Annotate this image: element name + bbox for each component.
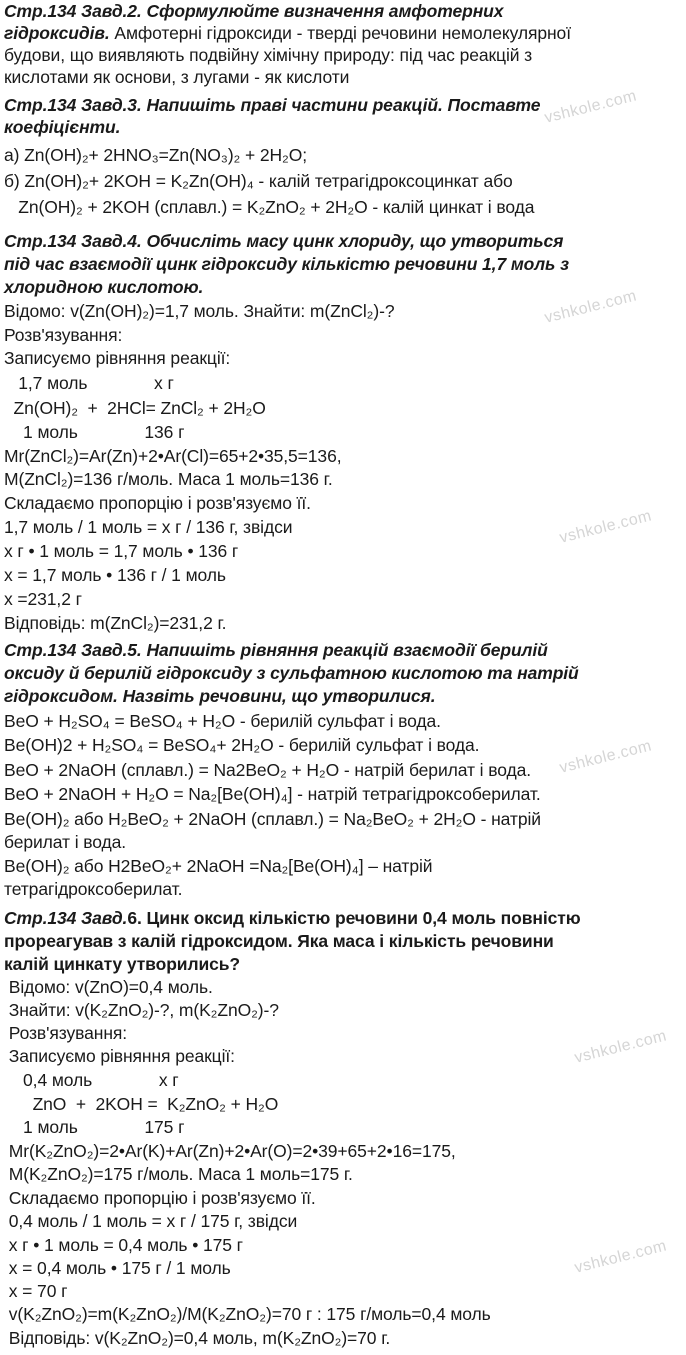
task5-line: Be(OH)₂ або H2BeO₂+ 2NaOH =Na₂[Be(OH)₄] – натрій — [4, 856, 433, 876]
task6-heading — [4, 907, 581, 929]
watermark: vshkole.com — [542, 287, 639, 327]
task6-line: х = 0,4 моль • 175 г / 1 моль — [4, 1258, 231, 1278]
task4-line: Записуємо рівняння реакції: — [4, 348, 231, 368]
task6-heading-prefix: Стр.134 Завд. — [4, 908, 128, 928]
task4-line: х г • 1 моль = 1,7 моль • 136 г — [4, 541, 239, 561]
task5-line: берилат і вода. — [4, 832, 127, 852]
task6-line: Складаємо пропорцію і розв'язуємо її. — [4, 1188, 316, 1208]
task4-line: M(ZnCl₂)=136 г/моль. Маса 1 моль=136 г. — [4, 469, 333, 489]
task6-line: Відомо: v(ZnO)=0,4 моль. — [4, 977, 213, 997]
task6-line: Знайти: v(K₂ZnO₂)-?, m(K₂ZnO₂)-? — [4, 1000, 279, 1020]
task6-line: Розв'язування: — [4, 1023, 128, 1043]
task5-line: Be(OH)₂ або H₂BeO₂ + 2NaOH (сплавл.) = Na₂BeO₂ + 2H₂O - натрій — [4, 809, 541, 829]
task4-line: Розв'язування: — [4, 325, 123, 345]
task6-answer: Відповідь: v(K₂ZnO₂)=0,4 моль, m(K₂ZnO₂)=70 г. — [4, 1328, 391, 1348]
task6-line: 1 моль 175 г — [4, 1117, 185, 1137]
task5-heading: гідроксидом. Назвіть речовини, що утворилися. — [4, 686, 436, 706]
task3-reaction-a: а) Zn(OH)₂+ 2HNO₃=Zn(NO₃)₂ + 2H₂O; — [4, 145, 308, 165]
task5-heading: оксиду й берилій гідроксиду з сульфатною кислотою та натрій — [4, 663, 579, 683]
task2-heading: Стр.134 Завд.2. Сформулюйте визначення амфотерних — [4, 1, 504, 21]
task2-line: будови, що виявляють подвійну хімічну природу: під час реакцій з — [4, 45, 533, 65]
task6-heading: калій цинкату утворились? — [4, 954, 241, 974]
task2-line: кислотами як основи, з лугами - як кислоти — [4, 67, 350, 87]
watermark: vshkole.com — [572, 1027, 669, 1067]
task4-line: Mr(ZnCl₂)=Ar(Zn)+2•Ar(Cl)=65+2•35,5=136, — [4, 446, 342, 466]
task5-line: тетрагідроксоберилат. — [4, 879, 183, 899]
task6-line: х г • 1 моль = 0,4 моль • 175 г — [4, 1235, 243, 1255]
task5-line: BeO + 2NaOH + H₂O = Na₂[Be(OH)₄] - натрій тетрагідроксоберилат. — [4, 784, 541, 804]
task6-heading-text: 6. Цинк оксид кількістю речовини 0,4 моль повністю — [127, 908, 581, 928]
task5-line: BeO + 2NaOH (сплавл.) = Na2BeO₂ + H₂O - натрій берилат і вода. — [4, 760, 531, 780]
task4-line: Zn(OH)₂ + 2HCl= ZnCl₂ + 2H₂O — [4, 398, 266, 418]
task3-heading: Стр.134 Завд.3. Напишіть праві частини реакцій. Поставте — [4, 95, 541, 115]
task6-line: ZnO + 2KOH = K₂ZnO₂ + H₂O — [4, 1094, 279, 1114]
watermark: vshkole.com — [557, 507, 654, 547]
task6-line: Mr(K₂ZnO₂)=2•Ar(K)+Ar(Zn)+2•Ar(O)=2•39+65+2•16=175, — [4, 1141, 456, 1161]
task4-answer: Відповідь: m(ZnCl₂)=231,2 г. — [4, 613, 227, 633]
task4-heading: під час взаємодії цинк гідроксиду кількістю речовини 1,7 моль з — [4, 254, 569, 274]
task3-heading: коефіцієнти. — [4, 117, 121, 137]
task5-heading: Стр.134 Завд.5. Напишіть рівняння реакцій взаємодії берилій — [4, 640, 548, 660]
task4-line: Відомо: v(Zn(OH)₂)=1,7 моль. Знайти: m(ZnCl₂)-? — [4, 301, 395, 321]
task3-reaction-b: Zn(OH)₂ + 2KOH (сплавл.) = K₂ZnO₂ + 2H₂O - калій цинкат і вода — [4, 197, 535, 217]
task4-line: 1,7 моль х г — [4, 373, 174, 393]
task4-heading: хлоридною кислотою. — [4, 277, 204, 297]
watermark: vshkole.com — [542, 87, 639, 127]
task4-heading: Стр.134 Завд.4. Обчисліть масу цинк хлориду, що утвориться — [4, 231, 564, 251]
task6-line: 0,4 моль х г — [4, 1070, 179, 1090]
task6-line: v(K₂ZnO₂)=m(K₂ZnO₂)/M(K₂ZnO₂)=70 г : 175 г/моль=0,4 моль — [4, 1304, 491, 1324]
task5-line: BeO + H₂SO₄ = BeSO₄ + H₂O - берилій сульфат і вода. — [4, 711, 441, 731]
task6-line: х = 70 г — [4, 1281, 68, 1301]
task6-line: Записуємо рівняння реакції: — [4, 1046, 235, 1066]
task4-line: 1 моль 136 г — [4, 422, 185, 442]
task6-line: M(K₂ZnO₂)=175 г/моль. Маса 1 моль=175 г. — [4, 1164, 353, 1184]
task4-line: 1,7 моль / 1 моль = х г / 136 г, звідси — [4, 517, 293, 537]
task2-heading-cont: гідроксидів. — [4, 23, 110, 43]
task2-definition: Амфотерні гідроксиди - тверді речовини немолекулярної — [109, 23, 571, 43]
task6-line: 0,4 моль / 1 моль = х г / 175 г, звідси — [4, 1211, 298, 1231]
watermark: vshkole.com — [557, 737, 654, 777]
task2-line — [4, 22, 571, 44]
task4-line: Складаємо пропорцію і розв'язуємо її. — [4, 493, 311, 513]
task4-line: х = 1,7 моль • 136 г / 1 моль — [4, 565, 226, 585]
watermark: vshkole.com — [572, 1237, 669, 1277]
task3-reaction-b: б) Zn(OH)₂+ 2KOH = K₂Zn(OH)₄ - калій тетрагідроксоцинкат або — [4, 171, 513, 191]
task4-line: х =231,2 г — [4, 589, 82, 609]
task6-heading: прореагував з калій гідроксидом. Яка маса і кількість речовини — [4, 931, 554, 951]
task5-line: Be(OH)2 + H₂SO₄ = BeSO₄+ 2H₂O - берилій сульфат і вода. — [4, 735, 480, 755]
